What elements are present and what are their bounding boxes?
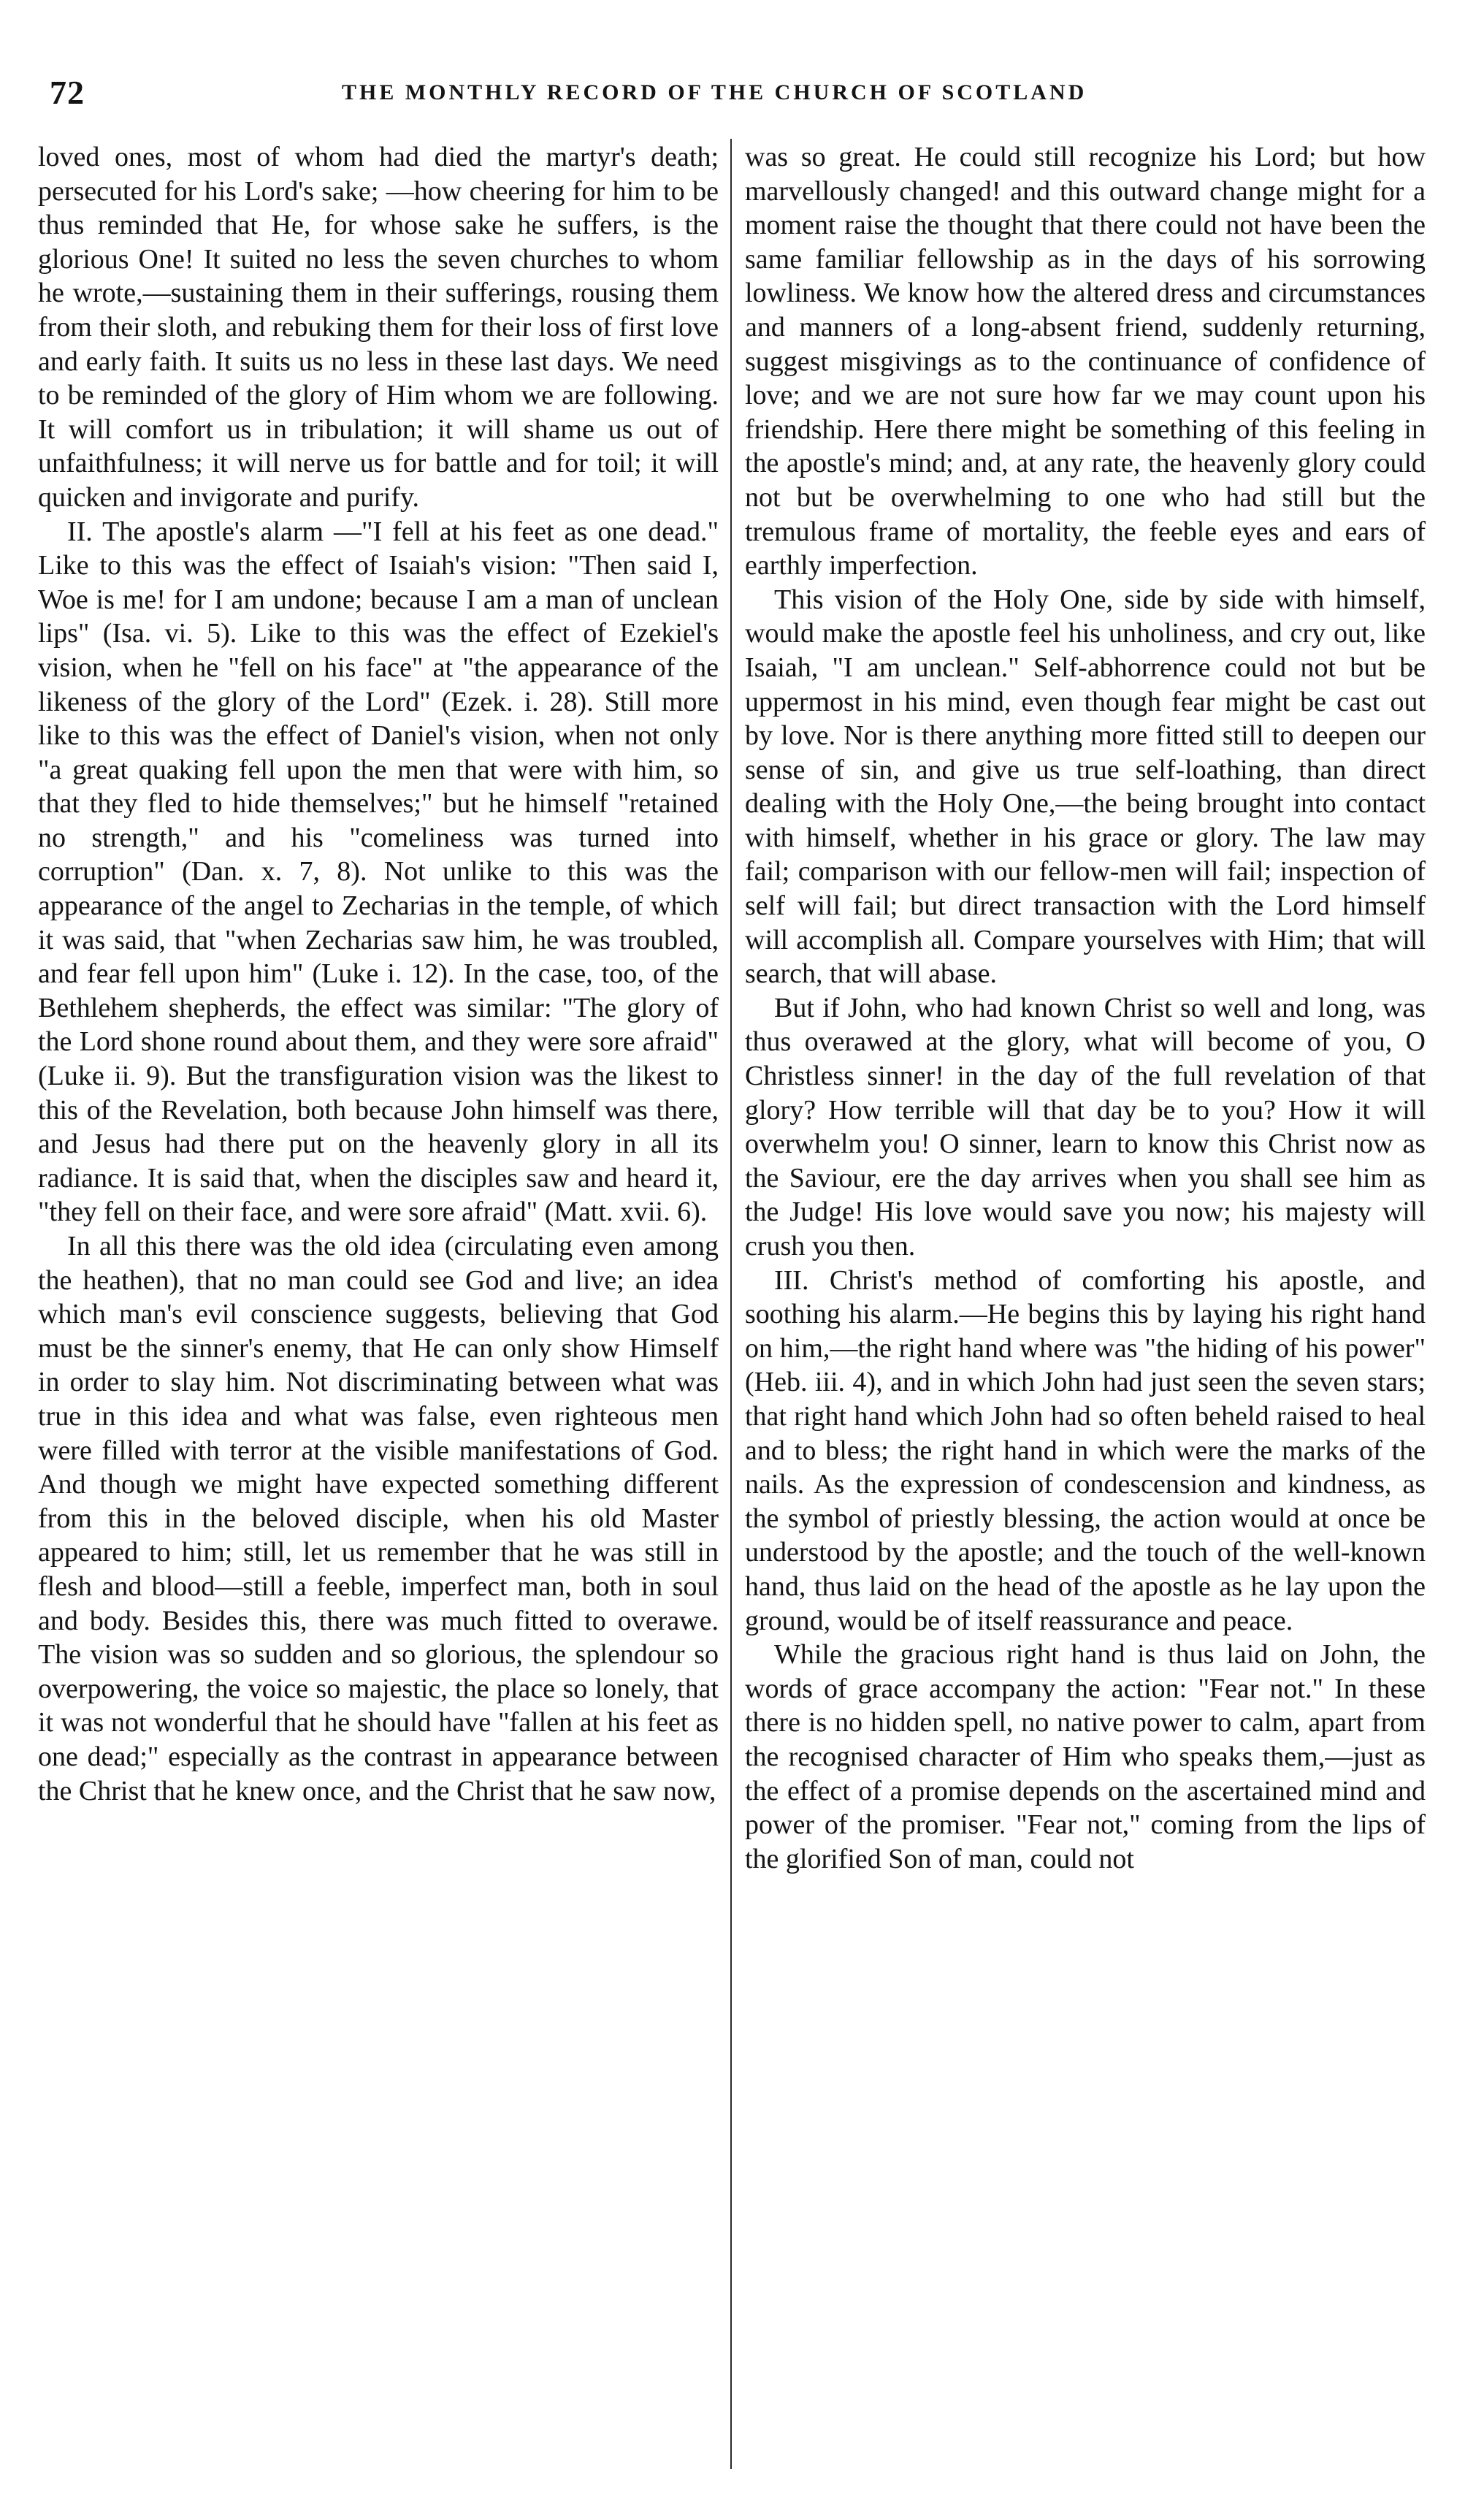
right-column — [745, 140, 1426, 2463]
paragraph: In all this there was the old idea (circulating even among the heathen), that no man could see God and live; an idea which man's evil conscience suggests, believing that God must be the sinner's enemy, that He can only show Himself in order to slay him. Not discriminating between what was true in this idea and what was false, even righteous men were filled with terror at the visible manifestations of God. And though we might have expected something different from this in the beloved disciple, when his old Master appeared to him; still, let us remember that he was still in flesh and blood—still a feeble, imperfect man, both in soul and body. Besides this, there was much fitted to overawe. The vision was so sudden and so glorious, the splendour so overpowering, the voice so majestic, the place so lonely, that it was not wonderful that he should have "fallen at his feet as one dead;" especially as the contrast in appearance between the Christ that he knew once, and the Christ that he saw now, — [38, 1231, 719, 1806]
paragraph: III. Christ's method of comforting his apostle, and soothing his alarm.—He begins this by laying his right hand on him,—the right hand where was "the hiding of his power" (Heb. iii. 4), and in which John had just seen the seven stars; that right hand which John had so often beheld raised to heal and to bless; the right hand in which were the marks of the nails. As the expression of condescension and kindness, as the symbol of priestly blessing, the action would at once be understood by the apostle; and the touch of the well-known hand, thus laid on the head of the apostle as he lay upon the ground, would be of itself reassurance and peace. — [745, 1264, 1426, 1636]
left-column — [38, 140, 719, 2463]
paragraph: loved ones, most of whom had died the martyr's death; persecuted for his Lord's sake; —how cheering for him to be thus reminded that He, for whose sake he suffers, is the glorious One! It suited no less the seven churches to whom he wrote,—sustaining them in their sufferings, rousing them from their sloth, and rebuking them for their loss of first love and early faith. It suits us no less in these last days. We need to be reminded of the glory of Him whom we are following. It will comfort us in tribulation; it will shame us out of unfaithfulness; it will nerve us for battle and for toil; it will quicken and invigorate and purify. — [38, 142, 719, 513]
paragraph: While the gracious right hand is thus laid on John, the words of grace accompany the action: "Fear not." In these there is no hidden spell, no native power to calm, apart from the recognised character of Him who speaks them,—just as the effect of a promise depends on the ascertained mind and power of the promiser. "Fear not," coming from the lips of the glorified Son of man, could not — [745, 1639, 1426, 1874]
paragraph: But if John, who had known Christ so well and long, was thus overawed at the glory, what will become of you, O Christless sinner! in the day of the full revelation of that glory? How terrible will that day be to you? How it will overwhelm you! O sinner, learn to know this Christ now as the Saviour, ere the day arrives when you shall see him as the Judge! His love would save you now; his majesty will crush you then. — [745, 992, 1426, 1261]
column-divider — [730, 139, 732, 2469]
paragraph: II. The apostle's alarm —"I fell at his feet as one dead." Like to this was the effect of Isaiah's vision: "Then said I, Woe is me! for I am undone; because I am a man of unclean lips" (Isa. vi. 5). Like to this was the effect of Ezekiel's vision, when he "fell on his face" at "the appearance of the likeness of the glory of the Lord" (Ezek. i. 28). Still more like to this was the effect of Daniel's vision, when not only "a great quaking fell upon the men that were with him, so that they fled to hide themselves;" but he himself "retained no strength," and his "comeliness was turned into corruption" (Dan. x. 7, 8). Not unlike to this was the appearance of the angel to Zecharias in the temple, of which it was said, that "when Zecharias saw him, he was troubled, and fear fell upon him" (Luke i. 12). In the case, too, of the Bethlehem shepherds, the effect was similar: "The glory of the Lord shone round about them, and they were sore afraid" (Luke ii. 9). But the transfiguration vision was the likest to this of the Revelation, both because John himself was there, and Jesus had there put on the heavenly glory in all its radiance. It is said that, when the disciples saw and heard it, "they fell on their face, and were sore afraid" (Matt. xvii. 6). — [38, 516, 719, 1228]
paragraph: was so great. He could still recognize his Lord; but how marvellously changed! and this outward change might for a moment raise the thought that there could not have been the same familiar fellowship as in the days of his sorrowing lowliness. We know how the altered dress and circumstances and manners of a long-absent friend, suddenly returning, suggest misgivings as to the continuance of confidence of love; and we are not sure how far we may count upon his friendship. Here there might be something of this feeling in the apostle's mind; and, at any rate, the heavenly glory could not but be overwhelming to one who had still but the tremulous frame of mortality, the feeble eyes and ears of earthly imperfection. — [745, 142, 1426, 581]
page-number: 72 — [50, 74, 85, 111]
paragraph: This vision of the Holy One, side by side with himself, would make the apostle feel his unholiness, and cry out, like Isaiah, "I am unclean." Self-abhorrence could not but be uppermost in his mind, even though fear might be cast out by love. Nor is there anything more fitted still to deepen our sense of sin, and give us true self-loathing, than direct dealing with the Holy One,—the being brought into contact with himself, whether in his grace or glory. The law may fail; comparison with our fellow-men will fail; inspection of self will fail; but direct transaction with the Lord himself will accomplish all. Compare yourselves with Him; that will search, that will abase. — [745, 584, 1426, 990]
running-head: THE MONTHLY RECORD OF THE CHURCH OF SCOTLAND — [342, 80, 1087, 104]
page-header — [50, 73, 1408, 117]
